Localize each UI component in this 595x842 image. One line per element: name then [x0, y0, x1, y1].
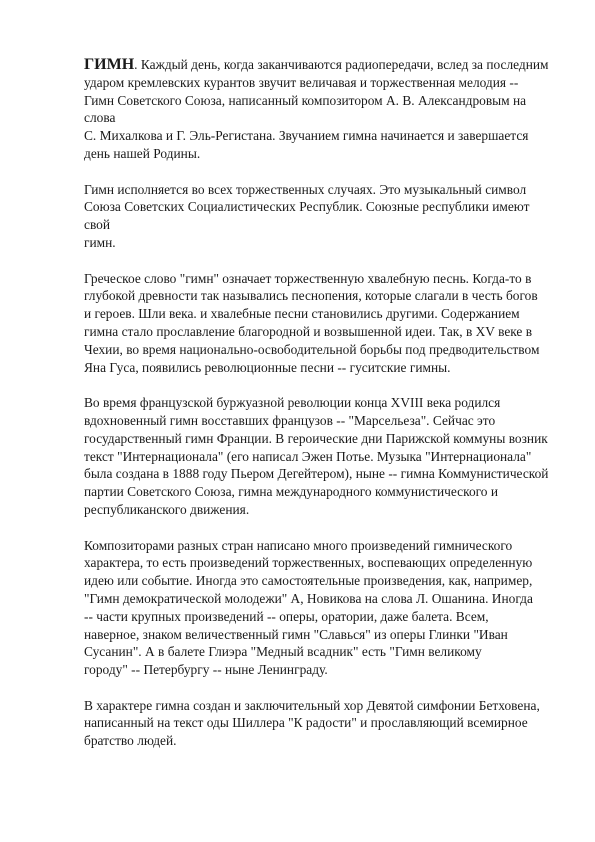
text-line: Яна Гуса, появились революционные песни -- гуситские гимны. — [84, 359, 451, 375]
text-line: Во время французской буржуазной революции конца XVIII века родился — [84, 395, 501, 411]
text-line: свой — [84, 217, 111, 233]
text-line: глубокой древности так назывались песнопения, которые слагали в честь богов — [84, 288, 538, 304]
text-line — [84, 56, 556, 74]
text-line: Гимн Советского Союза, написанный композитором А. В. Александровым на — [84, 92, 527, 108]
text-line: -- части крупных произведений -- оперы, оратории, даже балета. Всем, — [84, 608, 489, 624]
text-line: В характере гимна создан и заключительный хор Девятой симфонии Бетховена, — [84, 697, 540, 713]
text-line: республиканского движения. — [84, 501, 250, 517]
text-line: Сусанин". А в балете Глиэра "Медный всадник" есть "Гимн великому — [84, 644, 482, 660]
text-line: и героев. Шли века. и хвалебные песни становились другими. Содержанием — [84, 306, 520, 322]
text-line: была создана в 1888 году Пьером Дегейтером), ныне -- гимна Коммунистической — [84, 466, 549, 482]
text-line: написанный на текст оды Шиллера "К радости" и прославляющий всемирное — [84, 715, 528, 731]
text-line: наверное, знаком величественный гимн "Славься" из оперы Глинки "Иван — [84, 626, 508, 642]
paragraph-4 — [84, 394, 556, 519]
text-line: Союза Советских Социалистических Республик. Союзные республики имеют — [84, 199, 530, 215]
text-line: Чехии, во время национально-освободительной борьбы под предводительством — [84, 341, 540, 357]
document-page — [84, 56, 556, 768]
text-line: партии Советского Союза, гимна международного коммунистического и — [84, 484, 499, 500]
paragraph-1 — [84, 56, 556, 163]
paragraph-2 — [84, 181, 556, 252]
text-line: "Гимн демократической молодежи" А, Новикова на слова Л. Ошанина. Иногда — [84, 590, 533, 606]
text-line: ударом кремлевских курантов звучит величавая и торжественная мелодия -- — [84, 74, 519, 90]
text-line: день нашей Родины. — [84, 145, 201, 161]
paragraph-3 — [84, 270, 556, 377]
text-line: вдохновенный гимн восставших французов -- "Марсельеза". Сейчас это — [84, 412, 496, 428]
text-line: С. Михалкова и Г. Эль-Регистана. Звучанием гимна начинается и завершается — [84, 128, 529, 144]
text-line: характера, то есть произведений торжественных, воспевающих определенную — [84, 555, 533, 571]
text-line: слова — [84, 110, 116, 126]
text-line-rest: . Каждый день, когда заканчиваются радиопередачи, вслед за последним — [134, 57, 549, 72]
text-line: братство людей. — [84, 733, 177, 749]
text-line: гимна стало прославление благородной и возвышенной идеи. Так, в XV веке в — [84, 323, 533, 339]
text-line: идею или событие. Иногда это самостоятельные произведения, как, например, — [84, 573, 533, 589]
text-line: Композиторами разных стран написано много произведений гимнического — [84, 537, 513, 553]
text-line: гимн. — [84, 234, 116, 250]
text-line: городу" -- Петербургу -- ныне Ленинграду. — [84, 662, 328, 678]
text-line: Греческое слово "гимн" означает торжественную хвалебную песнь. Когда-то в — [84, 270, 532, 286]
heading-term: ГИМН — [84, 56, 135, 73]
paragraph-6 — [84, 697, 556, 750]
paragraph-5 — [84, 537, 556, 679]
text-line: Гимн исполняется во всех торжественных случаях. Это музыкальный символ — [84, 181, 527, 197]
text-line: текст "Интернационала" (его написал Эжен Потье. Музыка "Интернационала" — [84, 448, 532, 464]
text-line: государственный гимн Франции. В героические дни Парижской коммуны возник — [84, 430, 548, 446]
